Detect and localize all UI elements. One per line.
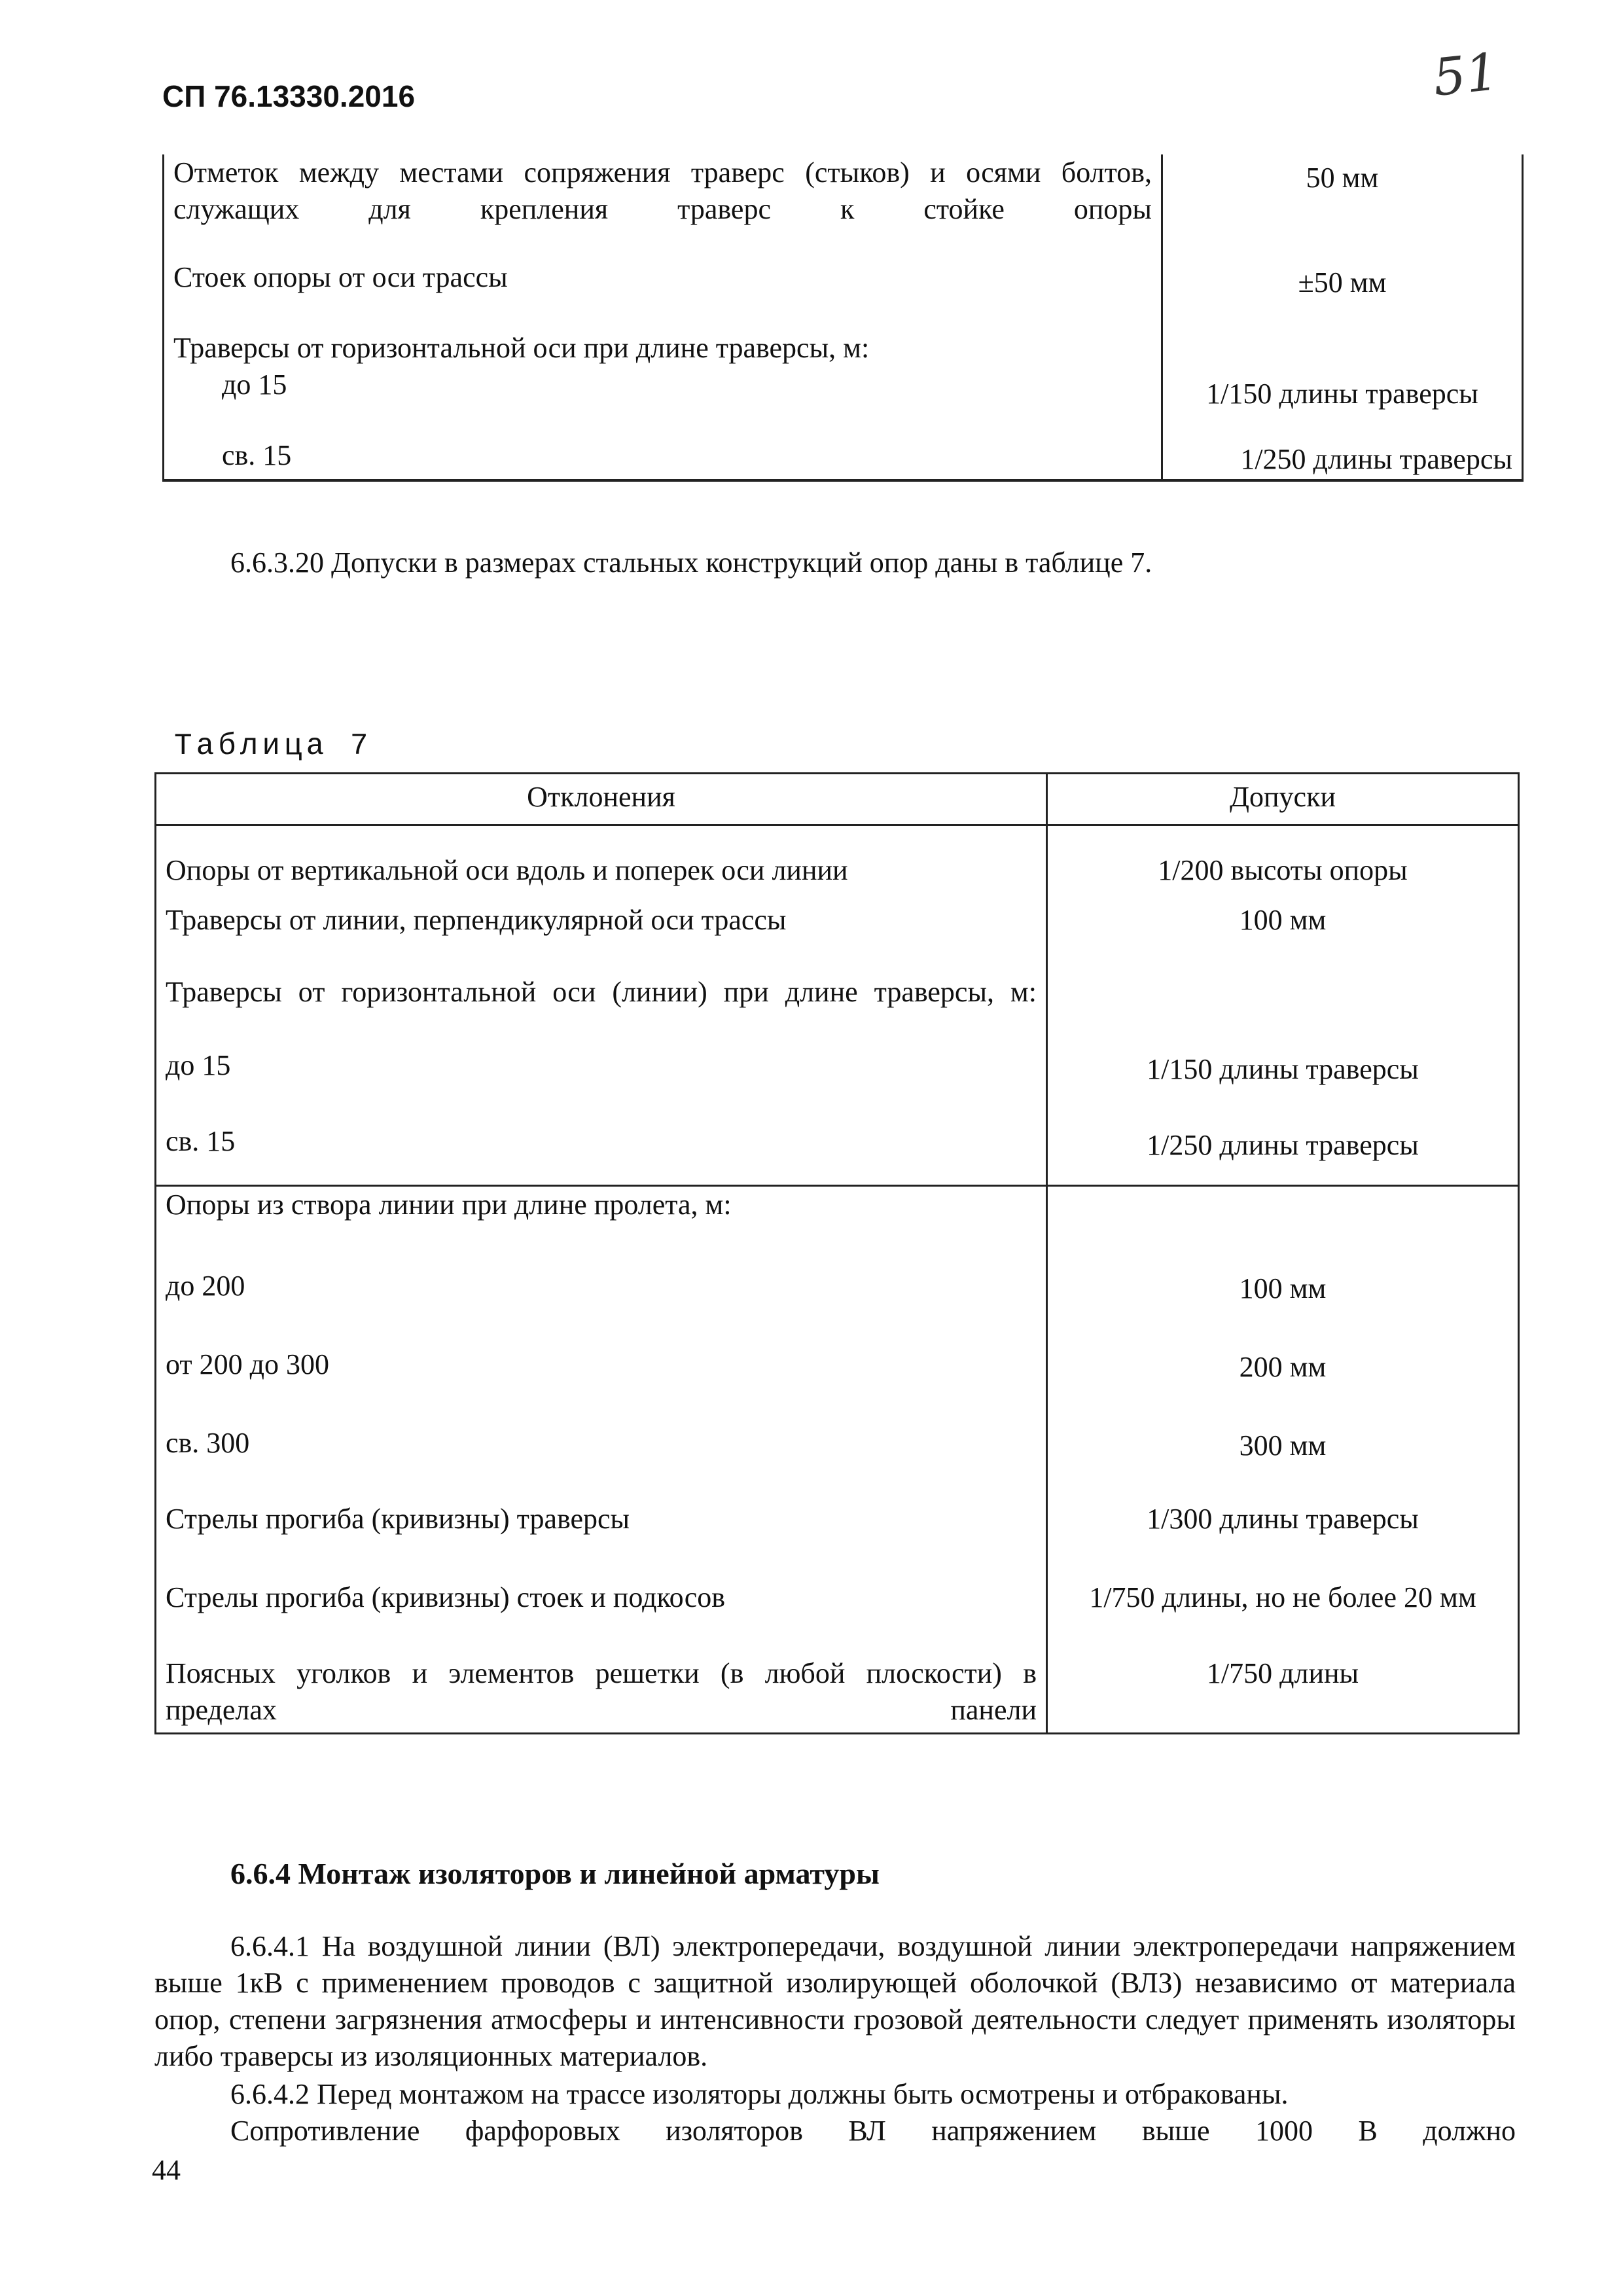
table-row [156, 1425, 1519, 1501]
table-cell-value: 200 мм [1047, 1346, 1519, 1425]
table-cell-text: до 200 [166, 1270, 245, 1302]
table-cell-value: 100 мм [1047, 902, 1519, 974]
table-cell-value: 1/750 длины [1047, 1655, 1519, 1734]
table-cell-text: Поясных уголков и элементов решетки (в любой плоскости) в пределах панели [166, 1657, 1037, 1726]
table-cell-text: Стрелы прогиба (кривизны) стоек и подкосов [166, 1581, 726, 1613]
table-cell-text: Стоек опоры от оси трассы [173, 261, 508, 293]
column-header-deviations: Отклонения [156, 774, 1047, 825]
table-7 [154, 772, 1520, 1734]
table-cell-value [1047, 974, 1519, 1047]
table-row [156, 1047, 1519, 1123]
table-row [164, 259, 1523, 330]
table-cell-text: Стрелы прогиба (кривизны) траверсы [166, 1503, 630, 1535]
page-number: 44 [152, 2154, 181, 2186]
paragraph-6-6-4-1: 6.6.4.1 На воздушной линии (ВЛ) электропередачи, воздушной линии электропередачи напряжением выше 1кВ с применением проводов с защитной изолирующей оболочкой (ВЛЗ) независимо от материала опор, степени загрязнения атмосферы и интенсивности грозовой деятельности следует применять изоляторы либо траверсы из изоляционных материалов. [154, 1930, 1516, 2072]
table-cell-value: 300 мм [1047, 1425, 1519, 1501]
table-cell-value: ±50 мм [1162, 259, 1523, 330]
table-cell-value: 1/250 длины траверсы [1047, 1123, 1519, 1186]
table-cell-value: 100 мм [1047, 1268, 1519, 1346]
table-row [156, 902, 1519, 974]
document-code: СП 76.13330.2016 [162, 79, 416, 113]
table-cell-text: Опоры от вертикальной оси вдоль и поперек оси линии [166, 854, 848, 886]
table-row [156, 974, 1519, 1047]
section-heading-6-6-4: 6.6.4 Монтаж изоляторов и линейной арматуры [230, 1857, 880, 1890]
table-cell-text: до 15 [166, 1049, 231, 1081]
table-row [156, 1268, 1519, 1346]
table-row [164, 154, 1523, 259]
table-cell-value [1162, 330, 1523, 367]
table-cell-text: от 200 до 300 [166, 1348, 330, 1380]
table-cell-value: 1/150 длины траверсы [1047, 1047, 1519, 1123]
table-top-continuation [162, 154, 1524, 482]
table-cell-text: Траверсы от горизонтальной оси при длине траверсы, м: [173, 332, 870, 364]
table-row [164, 330, 1523, 367]
table-row [156, 1346, 1519, 1425]
table-row [156, 1579, 1519, 1655]
table-cell-value: 1/200 высоты опоры [1047, 825, 1519, 903]
table-cell-value: 1/750 длины, но не более 20 мм [1047, 1579, 1519, 1655]
table-cell-text: св. 15 [222, 439, 292, 471]
table-row [156, 1655, 1519, 1734]
table-cell-text: Опоры из створа линии при длине пролета, м: [166, 1189, 732, 1221]
table-cell-value: 50 мм [1162, 154, 1523, 259]
table-cell-text: св. 300 [166, 1427, 250, 1459]
table-row [156, 825, 1519, 903]
paragraph-6-6-4-2: 6.6.4.2 Перед монтажом на трассе изоляторы должны быть осмотрены и отбракованы. [230, 2078, 1289, 2110]
table-cell-text: до 15 [222, 368, 287, 401]
table-cell-value: 1/150 длины траверсы [1162, 367, 1523, 437]
table-cell-text: Отметок между местами сопряжения траверс (стыков) и осями болтов, служащих для крепления траверс к стойке опоры [173, 156, 1152, 225]
table-cell-value: 1/300 длины траверсы [1047, 1501, 1519, 1579]
column-header-tolerances: Допуски [1047, 774, 1519, 825]
table-cell-text: св. 15 [156, 1123, 1047, 1186]
table-cell-value [1047, 1186, 1519, 1268]
paragraph-resistance: Сопротивление фарфоровых изоляторов ВЛ напряжением выше 1000 В должно [230, 2115, 1516, 2147]
table-row [164, 367, 1523, 437]
table-row [156, 1186, 1519, 1268]
paragraph-6-6-3-20: 6.6.3.20 Допуски в размерах стальных конструкций опор даны в таблице 7. [230, 547, 1152, 579]
table-row [164, 437, 1523, 480]
table-cell-text: Траверсы от горизонтальной оси (линии) при длине траверсы, м: [166, 976, 1037, 1008]
table-cell-value: 1/250 длины траверсы [1162, 437, 1523, 480]
table-header-row [156, 774, 1519, 825]
table-caption: Таблица 7 [174, 729, 372, 763]
table-cell-text: Траверсы от линии, перпендикулярной оси трассы [166, 904, 787, 936]
handwritten-page-mark: 51 [1430, 43, 1501, 108]
table-row [156, 1123, 1519, 1186]
table-row [156, 1501, 1519, 1579]
